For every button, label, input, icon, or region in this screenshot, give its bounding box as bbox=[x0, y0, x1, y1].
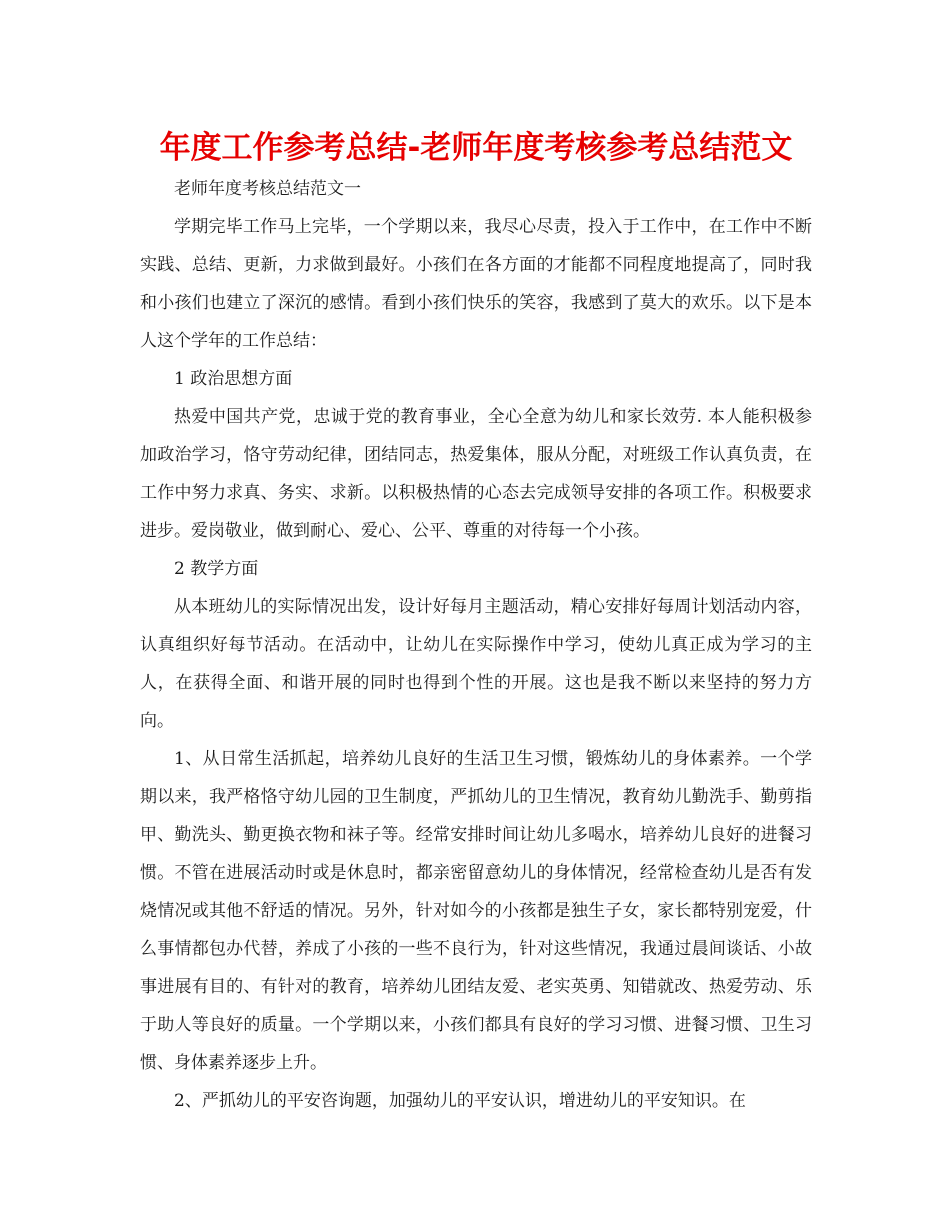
subtitle-paragraph: 老师年度考核总结范文一 bbox=[174, 179, 361, 199]
body-paragraph: 学期完毕工作马上完毕，一个学期以来，我尽心尽责，投入于工作中，在工作中不断实践、总结、更新，力求做到最好。小孩们在各方面的才能都不同程度地提高了，同时我和小孩们也建立了深沉的感情。看到小孩们快乐的笑容，我感到了莫大的欢乐。以下是本人这个学年的工作总结： bbox=[140, 217, 812, 351]
body-paragraph: 热爱中国共产党，忠诚于党的教育事业，全心全意为幼儿和家长效劳. 本人能积极参加政治学习，恪守劳动纪律，团结同志，热爱集体，服从分配，对班级工作认真负责，在工作中努力求真、务实、求新。以积极热情的心态去完成领导安排的各项工作。积极要求进步。爱岗敬业，做到耐心、爱心、公平、尊重的对待每一个小孩。 bbox=[140, 407, 812, 541]
body-paragraph: 2、严抓幼儿的平安咨询题，加强幼儿的平安认识，增进幼儿的平安知识。在 bbox=[174, 1091, 746, 1111]
document-title: 年度工作参考总结-老师年度考核参考总结范文 bbox=[159, 130, 793, 166]
section-heading: 1 政治思想方面 bbox=[174, 369, 293, 389]
section-heading: 2 教学方面 bbox=[174, 559, 259, 579]
body-paragraph: 1、从日常生活抓起，培养幼儿良好的生活卫生习惯，锻炼幼儿的身体素养。一个学期以来，我严格恪守幼儿园的卫生制度，严抓幼儿的卫生情况，教育幼儿勤洗手、勤剪指甲、勤洗头、勤更换衣物和袜子等。经常安排时间让幼儿多喝水，培养幼儿良好的进餐习惯。不管在进展活动时或是休息时，都亲密留意幼儿的身体情况，经常检查幼儿是否有发烧情况或其他不舒适的情况。另外，针对如今的小孩都是独生子女，家长都特别宠爱，什么事情都包办代替，养成了小孩的一些不良行为，针对这些情况，我通过晨间谈话、小故事进展有目的、有针对的教育，培养幼儿团结友爱、老实英勇、知错就改、热爱劳动、乐于助人等良好的质量。一个学期以来，小孩们都具有良好的学习习惯、进餐习惯、卫生习惯、身体素养逐步上升。 bbox=[140, 749, 812, 1073]
body-paragraph: 从本班幼儿的实际情况出发，设计好每月主题活动，精心安排好每周计划活动内容，认真组织好每节活动。在活动中，让幼儿在实际操作中学习，使幼儿真正成为学习的主人，在获得全面、和谐开展的同时也得到个性的开展。这也是我不断以来坚持的努力方向。 bbox=[140, 597, 812, 731]
document-body bbox=[140, 170, 812, 1120]
